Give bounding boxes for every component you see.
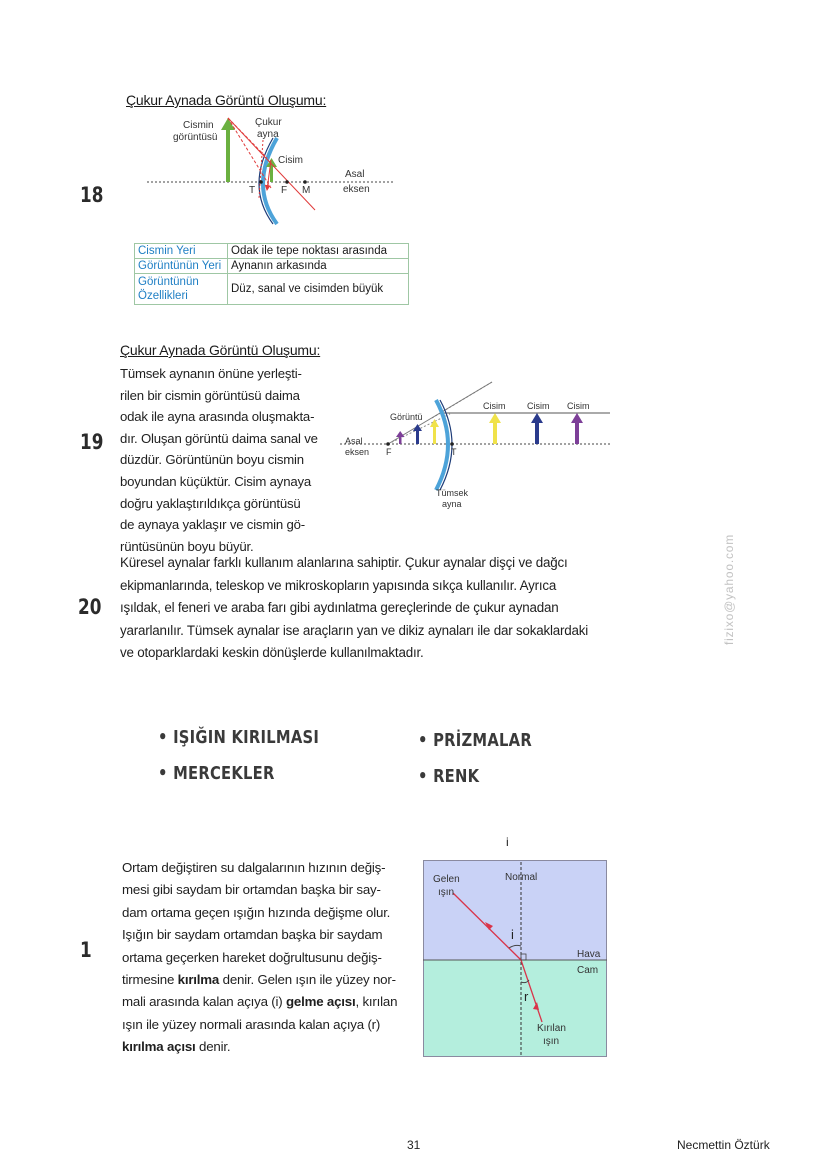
text-line	[122, 879, 406, 901]
text-line: doğru yaklaştırıldıkça görüntüsü	[120, 495, 301, 511]
image-label-line2: görüntüsü	[173, 132, 218, 143]
text-line: odak ile ayna arasında oluşmakta-	[120, 409, 315, 425]
bold-term: kırılma	[177, 972, 220, 988]
refraction-diagram	[423, 860, 608, 1058]
axis-label-line2: eksen	[345, 447, 370, 457]
object-label-2: Cisim	[527, 401, 550, 411]
item-number-18: 18	[80, 183, 104, 207]
text-line: boyundan küçüktür. Cisim aynaya	[120, 473, 311, 489]
text-segment: mesi gibi saydam bir ortamdan başka bir say-	[122, 882, 381, 898]
point-m: M	[302, 185, 311, 196]
text-line	[122, 902, 406, 924]
table-key	[135, 274, 228, 305]
mirror-label-line1: Tümsek	[436, 488, 469, 498]
text-line: Küresel aynalar farklı kullanım alanlarına sahiptir. Çukur aynalar dişçi ve dağcı	[120, 555, 568, 570]
page-number: 31	[407, 1138, 421, 1152]
text-line: düzdür. Görüntünün boyu cismin	[120, 452, 304, 468]
text-segment: denir.	[195, 1039, 231, 1055]
text-line: Tümsek aynanın önüne yerleşti-	[120, 366, 302, 381]
text-segment: denir. Gelen ışın ile yüzey nor-	[219, 972, 396, 988]
table-row	[135, 274, 409, 305]
topic-light-refraction: • IŞIĞIN KIRILMASI	[158, 727, 320, 748]
text-line	[122, 1036, 406, 1058]
image-label: Görüntü	[390, 412, 423, 422]
point-f: F	[281, 185, 288, 196]
text-line	[122, 1014, 406, 1036]
convex-mirror-diagram	[340, 378, 615, 513]
incident-label-line2: ışın	[438, 887, 455, 898]
section-19-text	[120, 363, 332, 557]
section-19-heading: Çukur Aynada Görüntü Oluşumu:	[120, 342, 321, 358]
text-line	[122, 857, 406, 879]
axis-label-line1: Asal	[345, 436, 363, 446]
text-line: ekipmanlarında, teleskop ve mikroskopların yapısında sıkça kullanılır. Ayrıca	[120, 577, 557, 593]
object-label-1: Cisim	[483, 401, 506, 411]
section-1-text	[122, 857, 406, 1059]
text-line: yararlanılır. Tümsek aynalar ise araçların yan ve dikiz aynaları ile dar sokaklardaki	[120, 622, 589, 638]
text-line	[122, 991, 406, 1013]
table-row	[135, 244, 409, 259]
table-row	[135, 259, 409, 274]
topic-color: • RENK	[418, 766, 480, 787]
table-key: Cismin Yeri	[135, 244, 228, 259]
image-label-line1: Cismin	[183, 120, 214, 131]
table-key-line1: Görüntünün	[138, 276, 199, 288]
text-line	[122, 947, 406, 969]
object-label-3: Cisim	[567, 401, 590, 411]
concave-mirror-diagram	[145, 112, 405, 232]
point-f: F	[386, 447, 392, 457]
mirror-label-line1: Çukur	[255, 117, 282, 128]
text-line	[122, 969, 406, 991]
refracted-label-line2: ışın	[543, 1036, 560, 1047]
object-arrow-2	[535, 422, 539, 444]
glass-label: Cam	[577, 965, 599, 976]
item-number-1: 1	[80, 938, 92, 962]
text-segment: dam ortama geçen ışığın hızında değişme olur.	[122, 904, 391, 920]
mirror-label-line2: ayna	[442, 499, 462, 509]
topic-lenses: • MERCEKLER	[158, 763, 275, 784]
section-18-table	[134, 243, 409, 305]
point-t: T	[249, 185, 256, 196]
text-line: rüntüsünün boyu büyür.	[120, 538, 254, 554]
diagram-top-label: i	[506, 835, 509, 849]
text-segment: tirmesine	[122, 972, 178, 988]
text-segment: Işığın bir saydam ortamdan başka bir saydam	[122, 927, 383, 943]
air-label: Hava	[577, 949, 601, 960]
text-segment: ışın ile yüzey normali arasında kalan açıya (r)	[122, 1016, 381, 1032]
text-segment: ortama geçerken hareket doğrultusunu değiş-	[122, 949, 382, 965]
angle-r-label: r	[524, 989, 529, 1004]
table-value: Odak ile tepe noktası arasında	[228, 244, 409, 259]
angle-i-label: i	[511, 927, 514, 942]
section-18-heading: Çukur Aynada Görüntü Oluşumu:	[126, 92, 327, 108]
watermark: fizixo@yahoo.com	[722, 533, 736, 645]
image-arrow	[226, 128, 230, 182]
text-line: dır. Oluşan görüntü daima sanal ve	[120, 430, 318, 446]
section-20-text	[120, 552, 608, 665]
table-key: Görüntünün Yeri	[135, 259, 228, 274]
table-key-line2: Özellikleri	[138, 290, 188, 302]
point-t: T	[451, 447, 457, 457]
object-arrow-3	[575, 422, 579, 444]
text-line: ışıldak, el feneri ve araba farı gibi aydınlatma gereçlerinde de çukur aynadan	[120, 600, 559, 615]
refracted-label-line1: Kırılan	[537, 1023, 566, 1034]
object-label: Cisim	[278, 155, 303, 166]
topic-prisms: • PRİZMALAR	[418, 730, 532, 751]
text-line: rilen bir cismin görüntüsü daima	[120, 387, 300, 403]
table-value: Düz, sanal ve cisimden büyük	[228, 274, 409, 305]
incident-label-line1: Gelen	[433, 874, 460, 885]
text-segment: Ortam değiştiren su dalgalarının hızının değiş-	[122, 860, 386, 875]
text-segment: , kırılan	[355, 994, 398, 1010]
bold-term: kırılma açısı	[122, 1039, 196, 1055]
axis-label-line1: Asal	[345, 169, 365, 180]
bold-term: gelme açısı	[285, 994, 356, 1010]
mirror-label-line2: ayna	[257, 129, 279, 140]
object-arrow-1	[493, 422, 497, 444]
text-line: de aynaya yaklaşır ve cismin gö-	[120, 517, 305, 533]
item-number-19: 19	[80, 430, 104, 454]
item-number-20: 20	[78, 595, 102, 619]
table-value: Aynanın arkasında	[228, 259, 409, 274]
axis-label-line2: eksen	[343, 184, 370, 195]
text-line: ve otoparklardaki keskin dönüşlerde kullanılmaktadır.	[120, 645, 424, 660]
normal-label: Normal	[505, 872, 538, 883]
text-segment: mali arasında kalan açıya (i)	[122, 994, 286, 1010]
author-name: Necmettin Öztürk	[677, 1138, 770, 1152]
text-line	[122, 924, 406, 946]
